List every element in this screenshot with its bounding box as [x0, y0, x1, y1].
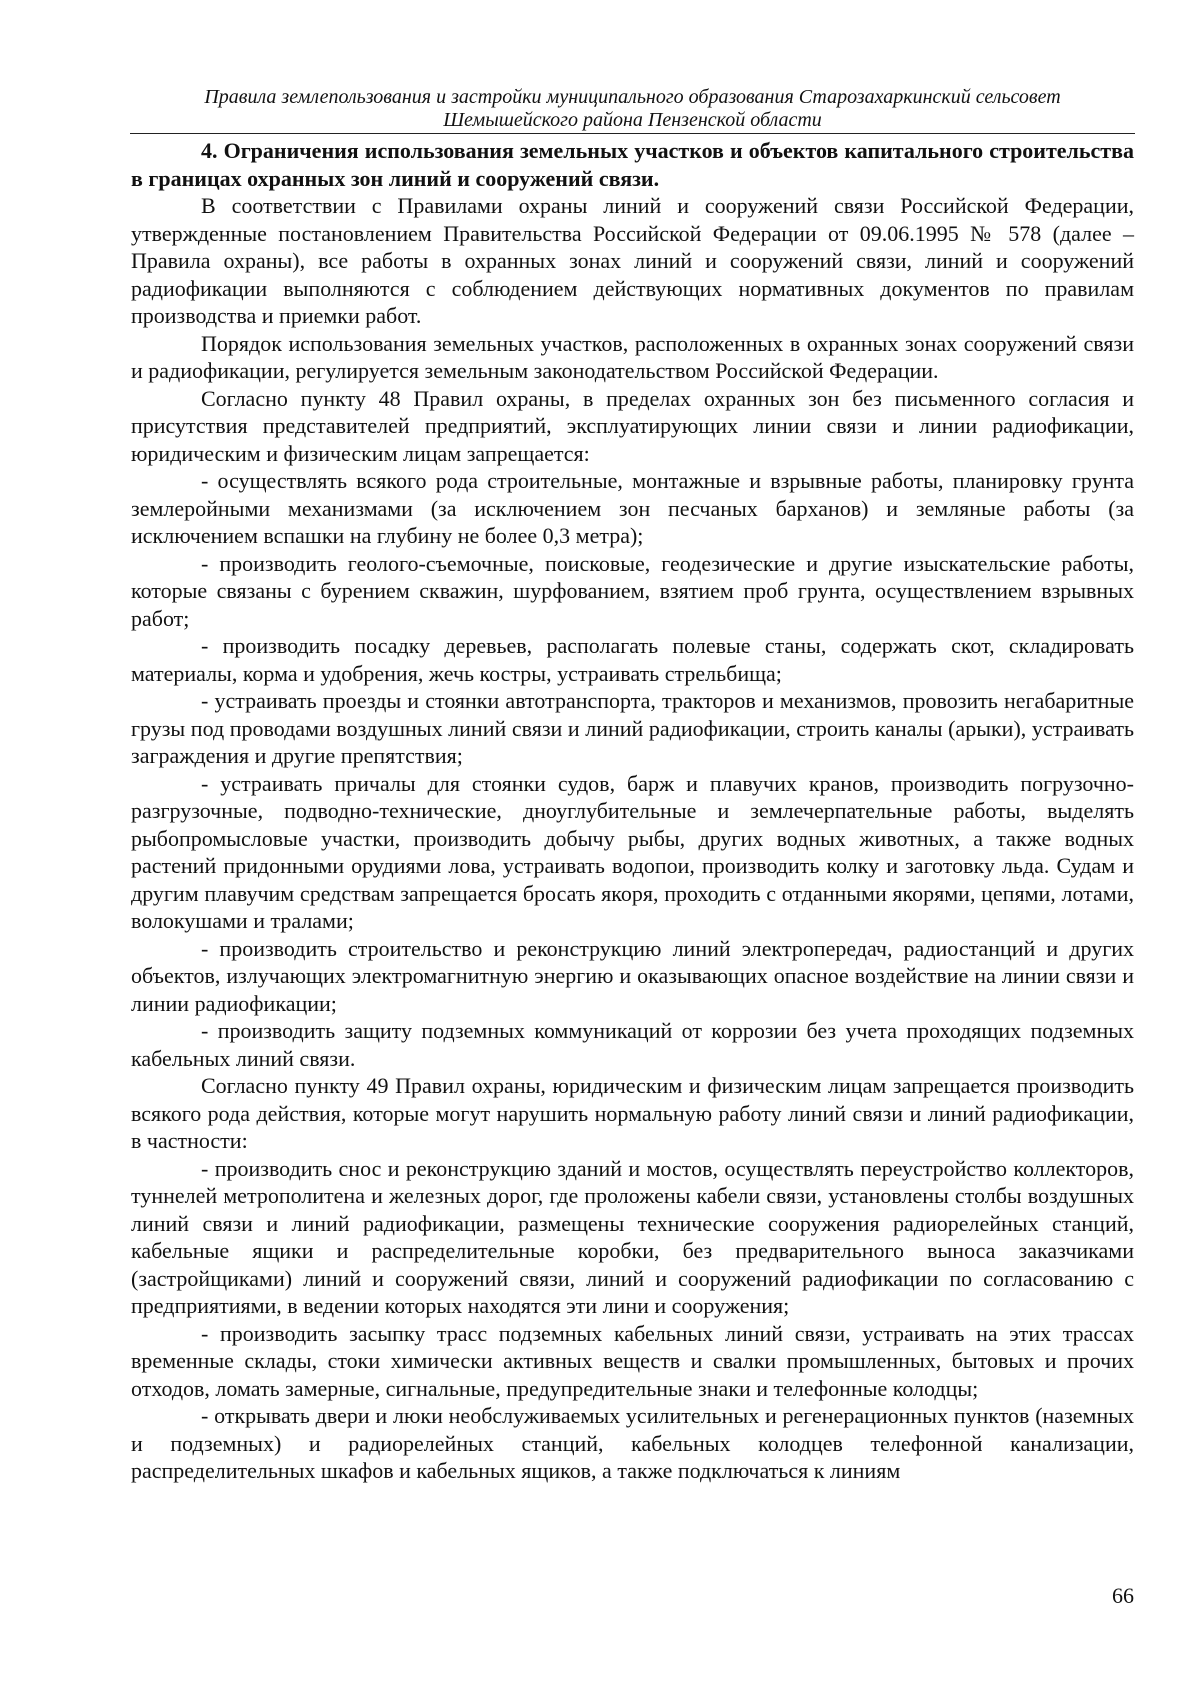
paragraph: В соответствии с Правилами охраны линий и сооружений связи Российской Федерации, утвержденные постановлением Правительства Российской Федерации от 09.06.1995 № 578 (далее – Правила охраны), все работы в охранных зонах линий и сооружений связи, линий и сооружений радиофикации выполняются с соблюдением действующих нормативных документов по правилам производства и приемки работ. [131, 193, 1134, 328]
page-number: 66 [1112, 1583, 1134, 1608]
list-item: - производить защиту подземных коммуникаций от коррозии без учета проходящих подземных кабельных линий связи. [131, 1018, 1134, 1071]
document-body [131, 137, 1134, 1485]
list-item: - производить снос и реконструкцию зданий и мостов, осуществлять переустройство коллекторов, туннелей метрополитена и железных дорог, где проложены кабели связи, установлены столбы воздушных линий связи и линий радиофикации, размещены технические сооружения радиорелейных станций, кабельные ящики и распределительные коробки, без предварительного выноса заказчиками (застройщиками) линий и сооружений связи, линий и сооружений радиофикации по согласованию с предприятиями, в ведении которых находятся эти лини и сооружения; [131, 1155, 1134, 1318]
list-item: - устраивать проезды и стоянки автотранспорта, тракторов и механизмов, провозить негабаритные грузы под проводами воздушных линий связи и линий радиофикации, строить каналы (арыки), устраивать заграждения и другие препятствия; [131, 688, 1134, 768]
running-header [130, 86, 1135, 134]
list-item: - производить посадку деревьев, располагать полевые станы, содержать скот, складировать материалы, корма и удобрения, жечь костры, устраивать стрельбища; [131, 633, 1134, 686]
list-item: - устраивать причалы для стоянки судов, барж и плавучих кранов, производить погрузочно-разгрузочные, подводно-технические, дноуглубительные и землечерпательные работы, выделять рыбопромысловые участки, производить добычу рыбы, других водных животных, а также водных растений придонными орудиями лова, устраивать водопои, производить колку и заготовку льда. Судам и другим плавучим средствам запрещается бросать якоря, проходить с отданными якорями, цепями, лотами, волокушами и тралами; [131, 770, 1134, 933]
list-item: - производить засыпку трасс подземных кабельных линий связи, устраивать на этих трассах временные склады, стоки химически активных веществ и свалки промышленных, бытовых и прочих отходов, ломать замерные, сигнальные, предупредительные знаки и телефонные колодцы; [131, 1320, 1134, 1401]
paragraph: Согласно пункту 48 Правил охраны, в пределах охранных зон без письменного согласия и присутствия представителей предприятий, эксплуатирующих линии связи и линии радиофикации, юридическим и физическим лицам запрещается: [131, 385, 1134, 466]
list-item: - осуществлять всякого рода строительные, монтажные и взрывные работы, планировку грунта землеройными механизмами (за исключением зон песчаных барханов) и земляные работы (за исключением вспашки на глубину не более 0,3 метра); [131, 468, 1134, 548]
list-item: - производить геолого-съемочные, поисковые, геодезические и другие изыскательские работы, которые связаны с бурением скважин, шурфованием, взятием проб грунта, осуществлением взрывных работ; [131, 550, 1134, 631]
section-heading: 4. Ограничения использования земельных участков и объектов капитального строительства в границах охранных зон линий и сооружений связи. [131, 138, 1134, 191]
list-item: - открывать двери и люки необслуживаемых усилительных и регенерационных пунктов (наземных и подземных) и радиорелейных станций, кабельных колодцев телефонной канализации, распределительных шкафов и кабельных ящиков, а также подключаться к линиям [131, 1403, 1134, 1483]
running-header-line-2: Шемышейского района Пензенской области [443, 109, 822, 131]
running-header-line-1: Правила землепользования и застройки муниципального образования Старозахаркинский сельсовет [204, 86, 1061, 108]
paragraph: Порядок использования земельных участков, расположенных в охранных зонах сооружений связи и радиофикации, регулируется земельным законодательством Российской Федерации. [131, 330, 1134, 383]
paragraph: Согласно пункту 49 Правил охраны, юридическим и физическим лицам запрещается производить всякого рода действия, которые могут нарушить нормальную работу линий связи и линий радиофикации, в частности: [131, 1073, 1134, 1153]
list-item: - производить строительство и реконструкцию линий электропередач, радиостанций и других объектов, излучающих электромагнитную энергию и оказывающих опасное воздействие на линии связи и линии радиофикации; [131, 935, 1134, 1016]
